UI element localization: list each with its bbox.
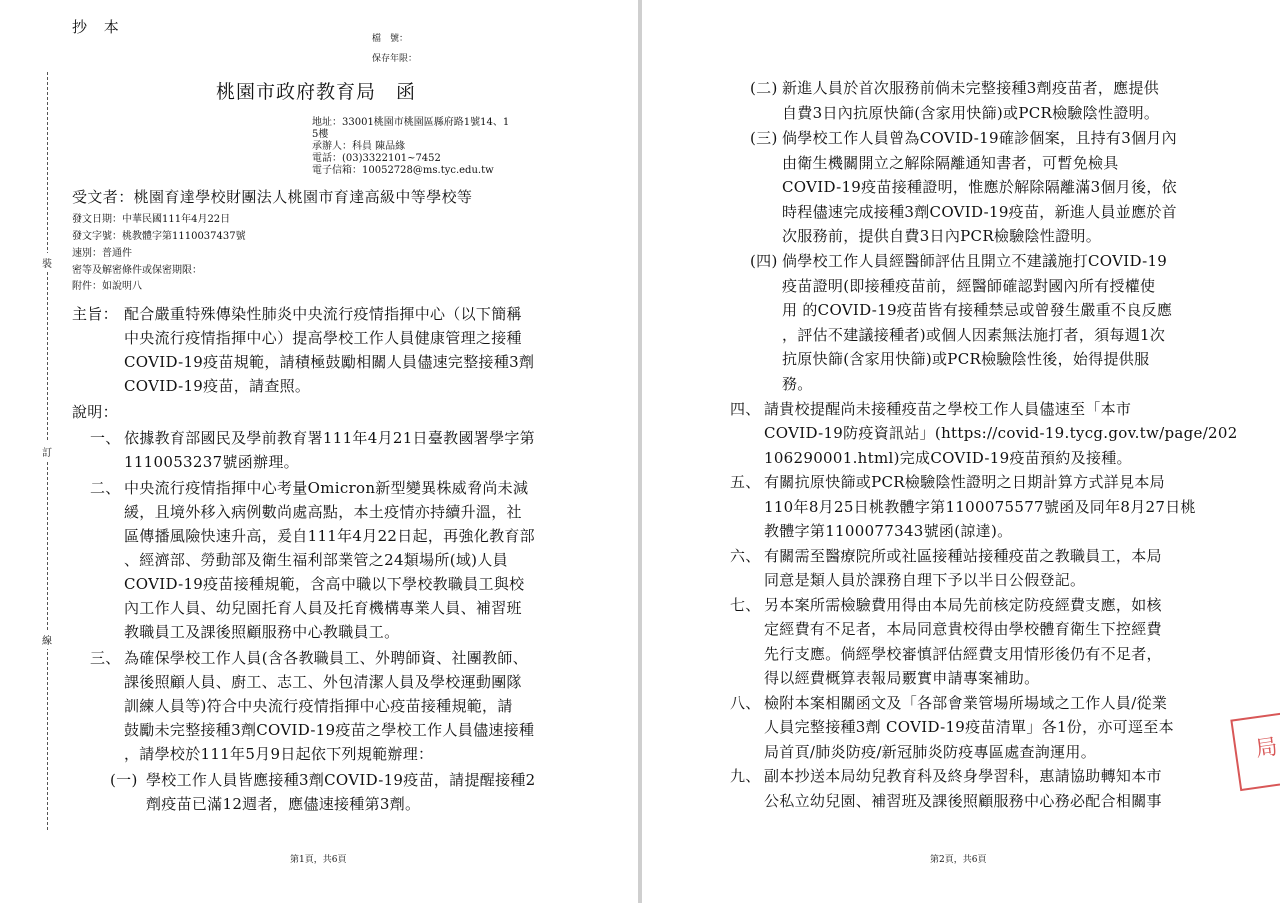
item-line: COVID-19疫苗接種規範，含高中職以下學校教職員工與校	[124, 575, 525, 593]
handler: 承辦人：科員 陳品緣	[312, 141, 406, 152]
item-line: 請貴校提醒尚未接種疫苗之學校工作人員儘速至「本市	[764, 400, 1132, 418]
copy-label: 抄 本	[72, 18, 125, 36]
subitem-number: (一)	[110, 771, 138, 789]
page-footer: 第1頁，共6頁	[290, 855, 347, 865]
item-line: 鼓勵未完整接種3劑COVID-19疫苗之學校工作人員儘速接種	[124, 721, 535, 739]
subitem-line: 疫苗證明(即接種疫苗前，經醫師確認對國內所有授權使	[782, 277, 1156, 295]
page-footer: 第2頁，共6頁	[930, 855, 987, 865]
item-line: 110年8月25日桃教體字第1100075577號函及同年8月27日桃	[764, 498, 1196, 516]
binding-mark: 裝	[42, 253, 52, 272]
item-number: 二、	[90, 479, 121, 497]
meta-line: 附件：如說明八	[72, 281, 142, 292]
subitem-line: 抗原快篩(含家用快篩)或PCR檢驗陰性後，始得提供服	[782, 350, 1150, 368]
item-line: 、經濟部、勞動部及衛生福利部業管之24類場所(域)人員	[124, 551, 508, 569]
subitem-line: ，評估不建議接種者)或個人因素無法施打者，須每週1次	[782, 326, 1166, 344]
retention-label: 保存年限：	[372, 54, 418, 64]
official-seal-stamp: 局	[1230, 711, 1280, 791]
item-line: 人員完整接種3劑 COVID-19疫苗清單」各1份，亦可逕至本	[764, 718, 1174, 736]
subitem-number: (四)	[750, 252, 778, 270]
subitem-line: 由衛生機關開立之解除隔離通知書者，可暫免檢具	[782, 154, 1119, 172]
subject-label: 主旨：	[72, 305, 118, 323]
subject-line: COVID-19疫苗規範，請積極鼓勵相關人員儘速完整接種3劑	[124, 353, 535, 371]
subject-line: 配合嚴重特殊傳染性肺炎中央流行疫情指揮中心（以下簡稱	[124, 305, 522, 323]
item-number: 七、	[730, 596, 761, 614]
meta-line: 發文日期：中華民國111年4月22日	[72, 214, 231, 225]
subitem-line: 次服務前，提供自費3日內PCR檢驗陰性證明。	[782, 227, 1102, 245]
subitem-line: 時程儘速完成接種3劑COVID-19疫苗，新進人員並應於首	[782, 203, 1177, 221]
item-line: 得以經費概算表報局覈實申請專案補助。	[764, 669, 1040, 687]
subitem-line: 自費3日內抗原快篩(含家用快篩)或PCR檢驗陰性證明。	[782, 104, 1160, 122]
item-line: 公私立幼兒園、補習班及課後照顧服務中心務必配合相關事	[764, 792, 1162, 810]
binding-mark: 線	[42, 630, 52, 649]
subitem-line: COVID-19疫苗接種證明，惟應於解除隔離滿3個月後，依	[782, 178, 1177, 196]
item-line: 有關需至醫療院所或社區接種站接種疫苗之教職員工，本局	[764, 547, 1162, 565]
subitem-number: (二)	[750, 79, 778, 97]
subject-line: COVID-19疫苗，請查照。	[124, 377, 311, 395]
item-line: 內工作人員、幼兒園托育人員及托育機構專業人員、補習班	[124, 599, 522, 617]
item-number: 一、	[90, 429, 121, 447]
item-number: 五、	[730, 473, 761, 491]
meta-line: 速別：普通件	[72, 248, 132, 259]
subitem-line: 學校工作人員皆應接種3劑COVID-19疫苗，請提醒接種2	[146, 771, 536, 789]
item-line: 依據教育部國民及學前教育署111年4月21日臺教國署學字第	[124, 429, 535, 447]
item-line: 另本案所需檢驗費用得由本局先前核定防疫經費支應，如核	[764, 596, 1162, 614]
item-number: 九、	[730, 767, 761, 785]
item-line: 定經費有不足者，本局同意貴校得由學校體育衛生下控經費	[764, 620, 1162, 638]
subitem-line: 劑疫苗已滿12週者，應儘速接種第3劑。	[146, 795, 421, 813]
email: 電子信箱：10052728@ms.tyc.edu.tw	[312, 165, 494, 176]
recipient: 受文者：桃園育達學校財團法人桃園市育達高級中等學校等	[72, 188, 473, 206]
item-number: 三、	[90, 649, 121, 667]
address-line-2: 5樓	[312, 129, 329, 140]
document-title: 桃園市政府教育局 函	[216, 81, 417, 103]
item-line: 同意是類人員於課務自理下予以半日公假登記。	[764, 571, 1086, 589]
document-page-1	[0, 0, 638, 903]
subitem-line: 倘學校工作人員經醫師評估且開立不建議施打COVID-19	[782, 252, 1168, 270]
item-number: 四、	[730, 400, 761, 418]
document-page-2	[642, 0, 1280, 903]
subject-line: 中央流行疫情指揮中心）提高學校工作人員健康管理之接種	[124, 329, 522, 347]
binding-mark: 訂	[42, 442, 52, 461]
item-line: 區傳播風險快速升高，爰自111年4月22日起，再強化教育部	[124, 527, 535, 545]
item-line: 副本抄送本局幼兒教育科及終身學習科，惠請協助轉知本市	[764, 767, 1162, 785]
subitem-line: 用 的COVID-19疫苗皆有接種禁忌或曾發生嚴重不良反應	[782, 301, 1173, 319]
item-line: 1110053237號函辦理。	[124, 453, 299, 471]
meta-line: 發文字號：桃教體字第1110037437號	[72, 231, 246, 242]
item-line: ，請學校於111年5月9日起依下列規範辦理：	[124, 745, 434, 763]
item-line: 訓練人員等)符合中央流行疫情指揮中心疫苗接種規範，請	[124, 697, 513, 715]
subitem-number: (三)	[750, 129, 778, 147]
subitem-line: 新進人員於首次服務前倘未完整接種3劑疫苗者，應提供	[782, 79, 1160, 97]
item-line: 教職員工及課後照顧服務中心教職員工。	[124, 623, 400, 641]
subitem-line: 倘學校工作人員曾為COVID-19確診個案，且持有3個月內	[782, 129, 1177, 147]
item-line: 課後照顧人員、廚工、志工、外包清潔人員及學校運動團隊	[124, 673, 522, 691]
item-line: 檢附本案相關函文及「各部會業管場所場域之工作人員/從業	[764, 694, 1168, 712]
subitem-line: 務。	[782, 375, 813, 393]
item-line: 106290001.html)完成COVID-19疫苗預約及接種。	[764, 449, 1132, 467]
item-line: COVID-19防疫資訊站」(https://covid-19.tycg.gov.tw/page/202	[764, 424, 1238, 442]
item-line: 中央流行疫情指揮中心考量Omicron新型變異株威脅尚未減	[124, 479, 529, 497]
item-line: 為確保學校工作人員(含各教職員工、外聘師資、社團教師、	[124, 649, 528, 667]
item-line: 教體字第1100077343號函(諒達)。	[764, 522, 1013, 540]
item-line: 有關抗原快篩或PCR檢驗陰性證明之日期計算方式詳見本局	[764, 473, 1165, 491]
item-line: 局首頁/肺炎防疫/新冠肺炎防疫專區處查詢運用。	[764, 743, 1097, 761]
item-line: 緩，且境外移入病例數尚處高點，本土疫情亦持續升溫，社	[124, 503, 522, 521]
item-line: 先行支應。倘經學校審慎評估經費支用情形後仍有不足者，	[764, 645, 1162, 663]
explanation-label: 說明：	[72, 403, 118, 421]
item-number: 八、	[730, 694, 761, 712]
file-number-label: 檔 號：	[372, 34, 409, 44]
meta-line: 密等及解密條件或保密期限：	[72, 265, 202, 276]
item-number: 六、	[730, 547, 761, 565]
phone: 電話：(03)3322101~7452	[312, 153, 441, 164]
address-line-1: 地址：33001桃園市桃園區縣府路1號14、1	[312, 117, 510, 128]
